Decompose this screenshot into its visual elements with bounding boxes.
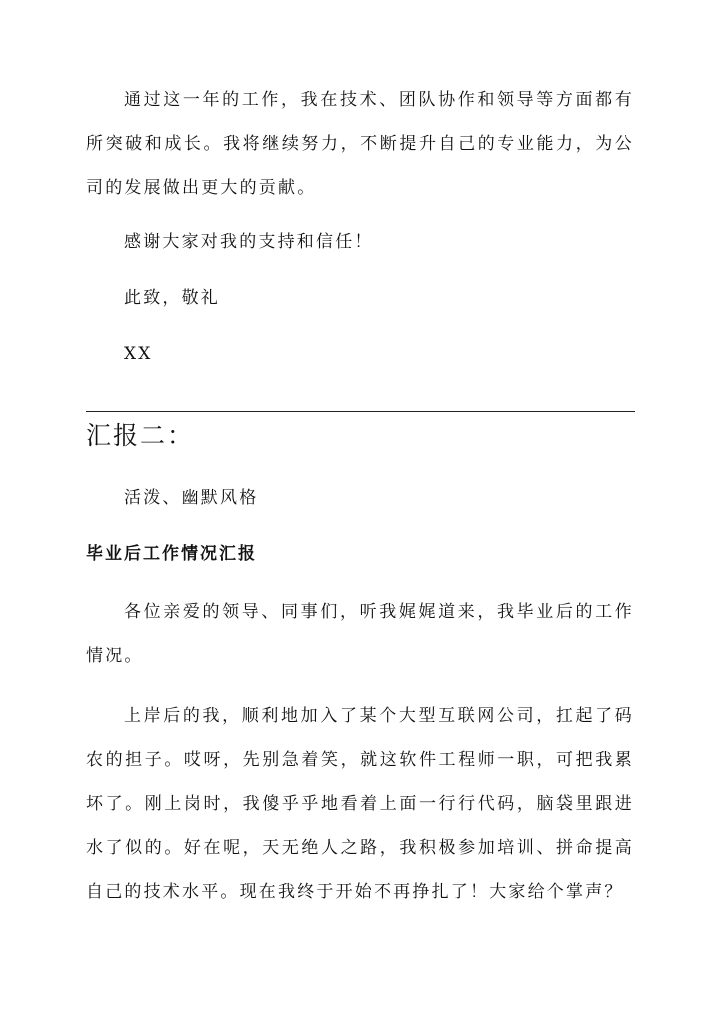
body-paragraph: 上岸后的我，顺利地加入了某个大型互联网公司，扛起了码农的担子。哎呀，先别急着笑，就这软件工程师一职，可把我累坏了。刚上岗时，我傻乎乎地看着上面一行行代码，脑袋里跟进水了似的。好在呢，天无绝人之路，我积极参加培训、拼命提高自己的技术水平。现在我终于开始不再挣扎了！大家给个掌声？ [86, 706, 634, 902]
intro-paragraph: 各位亲爱的领导、同事们，听我娓娓道来，我毕业后的工作情况。 [86, 602, 634, 666]
section-heading: 汇报二： [86, 421, 195, 450]
style-label: 活泼、幽默风格 [124, 488, 259, 508]
salutation-line: 此致，敬礼 [124, 288, 220, 308]
thanks-line: 感谢大家对我的支持和信任！ [124, 232, 374, 252]
report-title: 毕业后工作情况汇报 [86, 544, 257, 564]
signature: XX [124, 344, 153, 364]
section-divider [86, 411, 635, 412]
closing-paragraph: 通过这一年的工作，我在技术、团队协作和领导等方面都有所突破和成长。我将继续努力，不断提升自己的专业能力，为公司的发展做出更大的贡献。 [86, 90, 634, 198]
